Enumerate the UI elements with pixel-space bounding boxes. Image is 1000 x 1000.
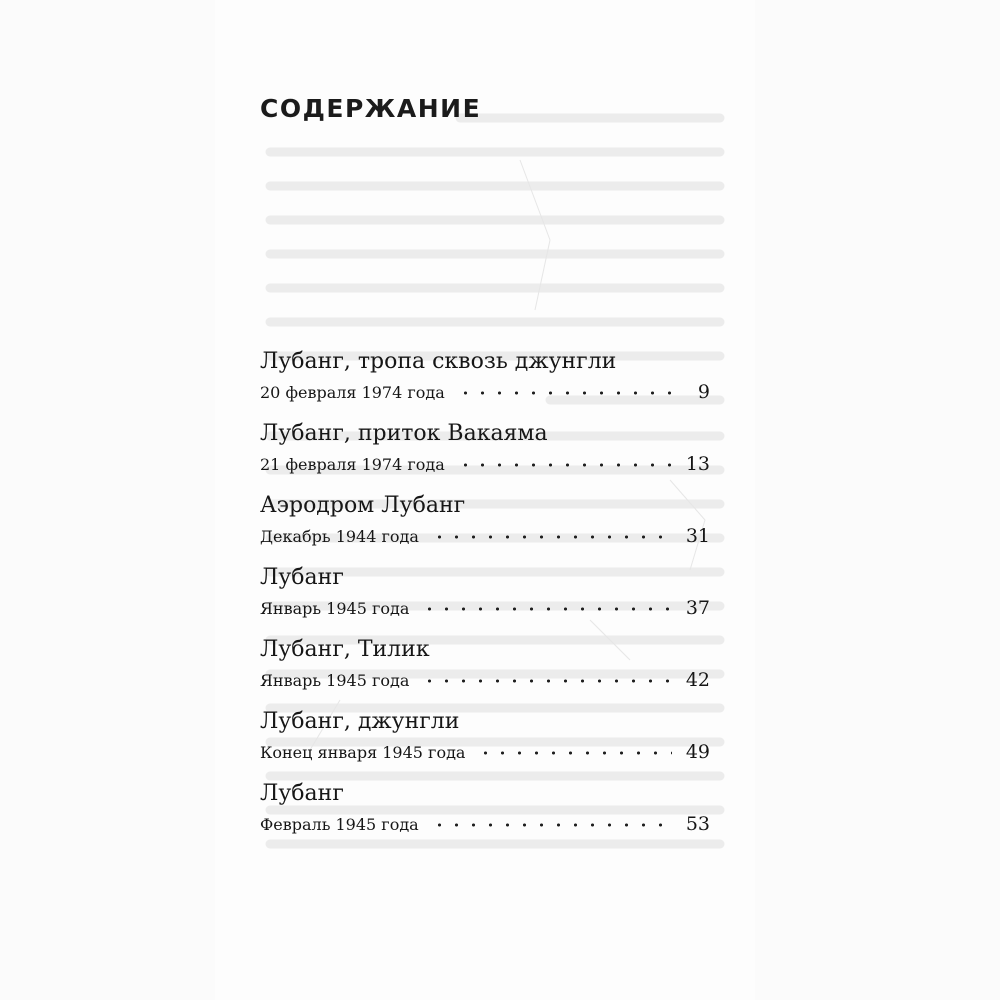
toc-entry-subline [260, 381, 710, 405]
toc-entry-page-number: 37 [685, 597, 710, 619]
dot-leader [457, 458, 672, 472]
toc-entry [260, 564, 710, 628]
toc-entry-heading: Лубанг, тропа сквозь джунгли [260, 349, 617, 374]
toc-entry [260, 348, 710, 412]
dot-leader [431, 818, 672, 832]
toc-entry [260, 492, 710, 556]
toc-entry-heading: Лубанг [260, 781, 344, 806]
toc-entry-date: Январь 1945 года [260, 599, 410, 618]
dot-leader [431, 530, 672, 544]
dot-leader [477, 746, 671, 760]
table-of-contents [260, 0, 710, 1000]
toc-entry-heading: Лубанг, приток Вакаяма [260, 421, 548, 446]
page-title: СОДЕРЖАНИЕ [260, 94, 482, 123]
toc-entry-date: Декабрь 1944 года [260, 527, 419, 546]
toc-entry-page-number: 31 [685, 525, 710, 547]
toc-entry-subline [260, 453, 710, 477]
toc-entry-page-number: 9 [697, 381, 710, 403]
toc-entry-date: Февраль 1945 года [260, 815, 419, 834]
toc-entry-page-number: 42 [685, 669, 710, 691]
toc-entry-date: 20 февраля 1974 года [260, 383, 445, 402]
toc-entry-heading: Лубанг, джунгли [260, 709, 460, 734]
toc-entry-subline [260, 669, 710, 693]
dot-leader [421, 602, 671, 616]
toc-entry [260, 636, 710, 700]
dot-leader [421, 674, 671, 688]
toc-entry-page-number: 49 [685, 741, 710, 763]
toc-entry-page-number: 13 [685, 453, 710, 475]
dot-leader [457, 386, 684, 400]
toc-entry-heading: Аэродром Лубанг [260, 493, 466, 518]
toc-entry [260, 708, 710, 772]
toc-entry-date: 21 февраля 1974 года [260, 455, 445, 474]
toc-entry-date: Январь 1945 года [260, 671, 410, 690]
toc-entry-subline [260, 597, 710, 621]
toc-entry-heading: Лубанг [260, 565, 344, 590]
toc-entry [260, 420, 710, 484]
toc-entry-subline [260, 813, 710, 837]
toc-entry-date: Конец января 1945 года [260, 743, 466, 762]
toc-entry-subline [260, 525, 710, 549]
toc-entry [260, 780, 710, 844]
toc-entry-page-number: 53 [685, 813, 710, 835]
toc-entry-subline [260, 741, 710, 765]
toc-entry-heading: Лубанг, Тилик [260, 637, 430, 662]
